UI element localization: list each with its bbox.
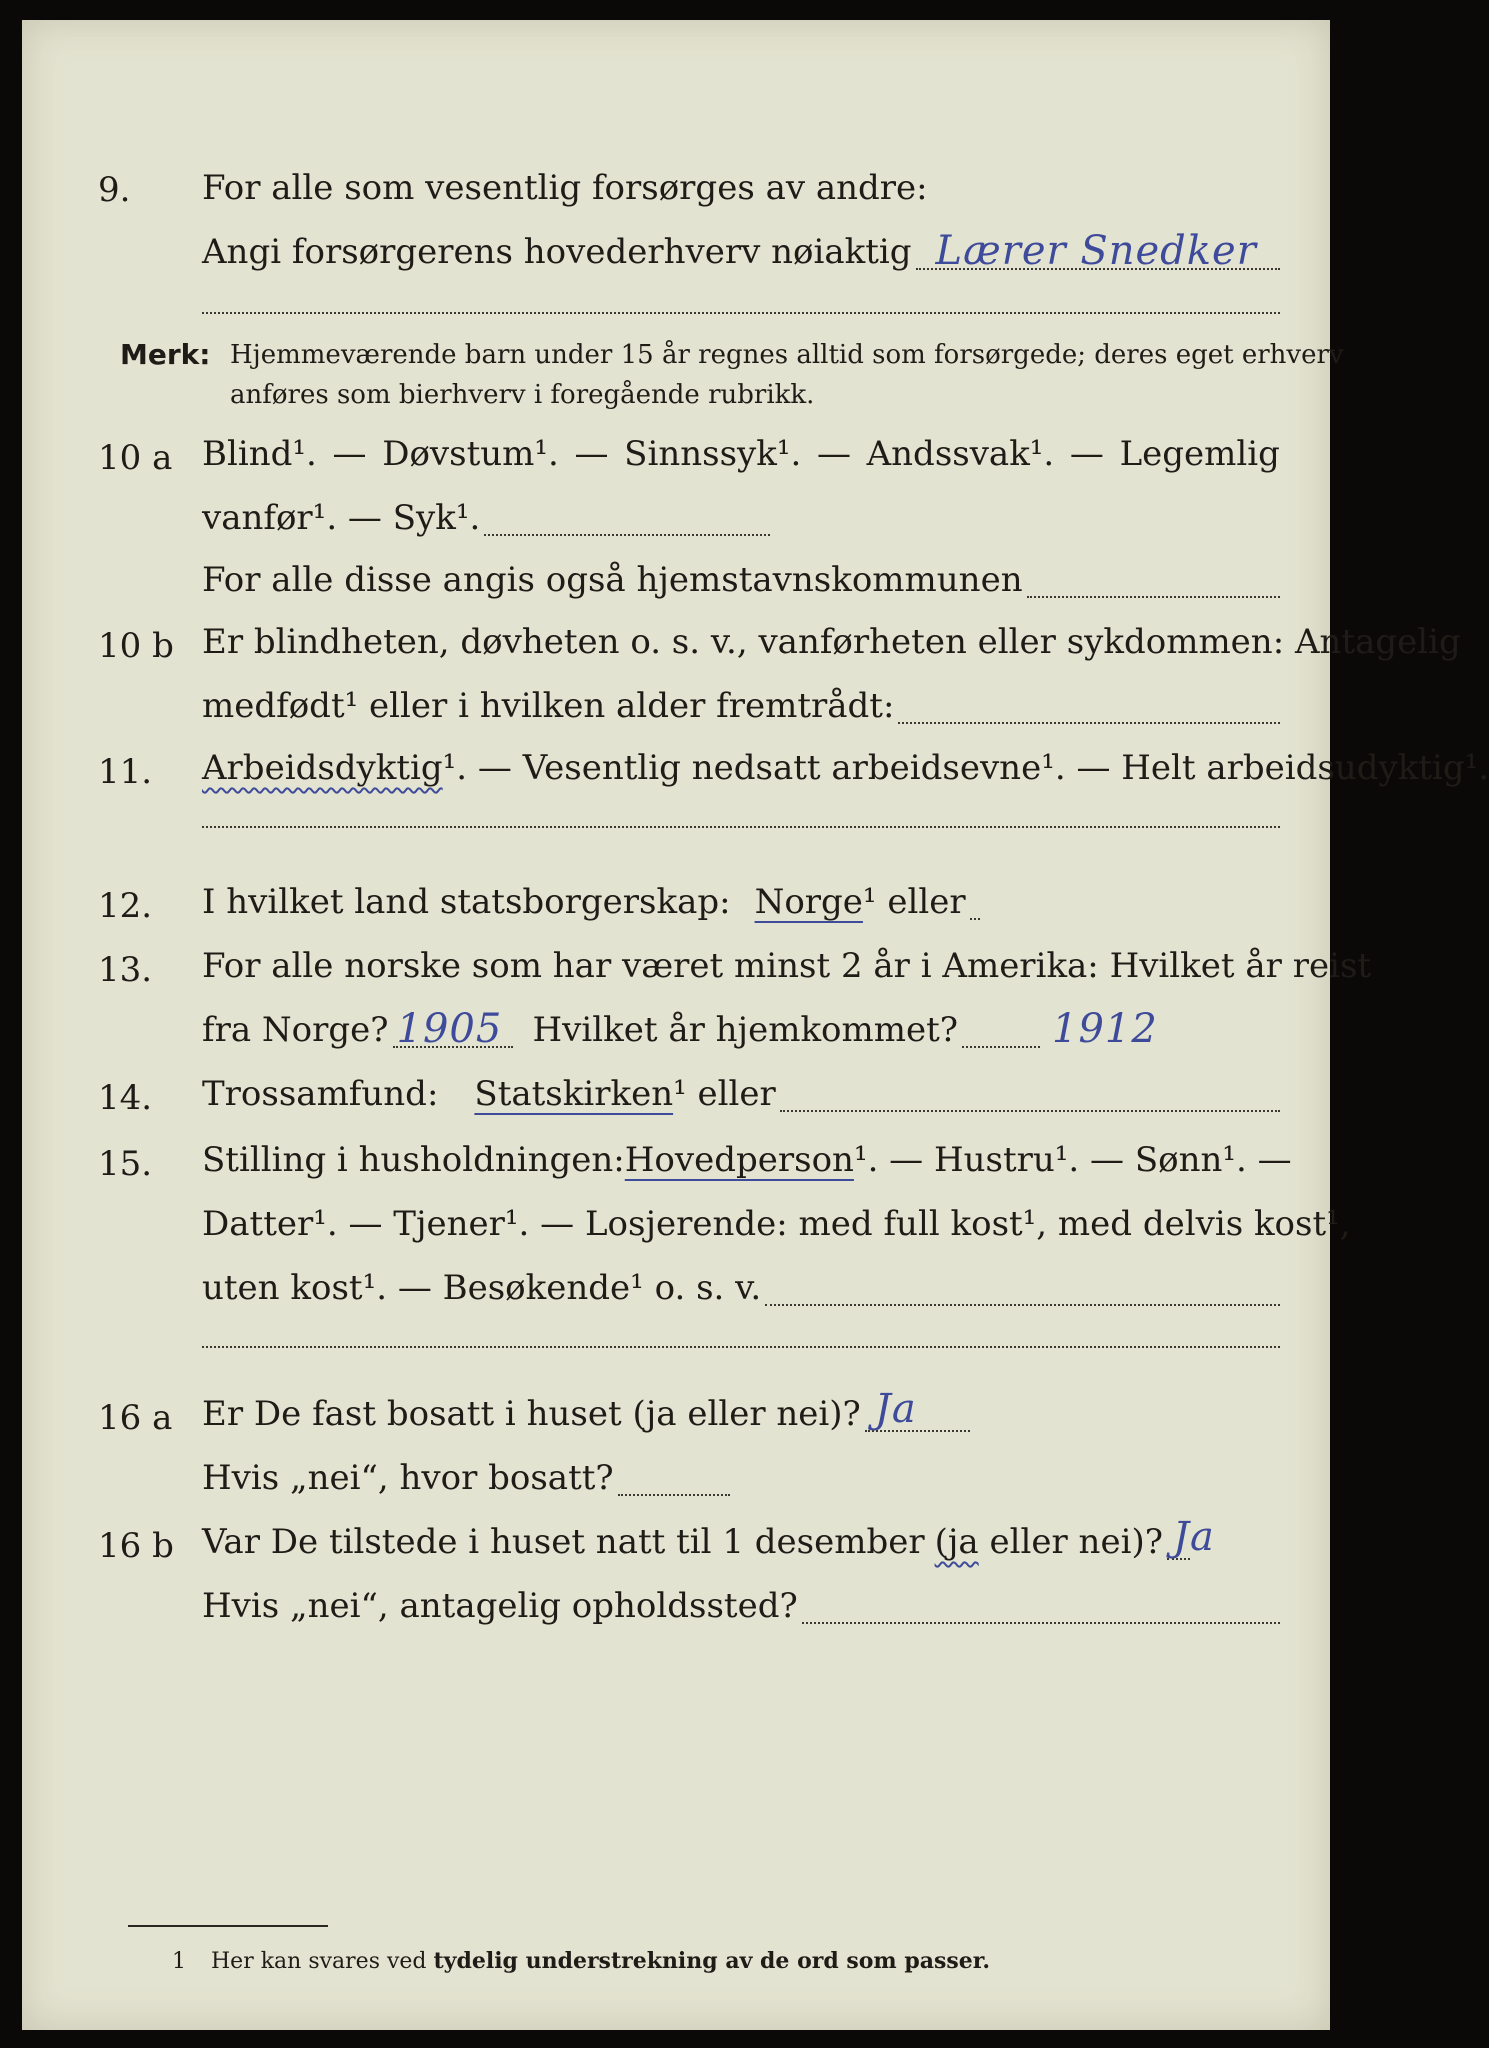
dash: — (816, 434, 851, 474)
q11-number: 11. (98, 752, 153, 792)
q16b-suffix: eller nei)? (978, 1522, 1163, 1562)
q16b-answer: Ja (1172, 1514, 1215, 1560)
q16a-bosatt-field[interactable] (618, 1493, 730, 1496)
q13-text2b: Hvilket år hjemkommet? (532, 1010, 959, 1050)
q13-answer-reist: 1905 (396, 1006, 503, 1052)
footnote-text-b: tydelig understrekning av de ord som passer. (433, 1948, 991, 1974)
q10a-number: 10 a (98, 438, 173, 478)
q12-opt-norge[interactable]: Norge (754, 882, 863, 922)
q16b-opt-ja[interactable]: (ja (934, 1522, 979, 1562)
q10a-line3 (202, 560, 1280, 608)
q12-suffix: ¹ eller (862, 882, 966, 922)
census-form-page (22, 20, 1489, 2030)
q14-answer-field[interactable] (780, 1109, 1280, 1112)
q15-text3: uten kost¹. — Besøkende¹ o. s. v. (202, 1268, 762, 1308)
q15-text1: Stilling i husholdningen: (202, 1140, 625, 1180)
q15-number: 15. (98, 1144, 153, 1184)
q10a-hjemstavn-field[interactable] (1027, 595, 1280, 598)
dash: — (574, 434, 609, 474)
q13-line2 (202, 1006, 1158, 1058)
q16b-opt-wrap (935, 1522, 1163, 1562)
q9-number: 9. (98, 170, 131, 210)
q10b-line1 (202, 622, 1461, 670)
footnote-rule (128, 1925, 328, 1927)
q15-line1 (202, 1140, 1292, 1188)
q12-opt-wrap (755, 882, 966, 922)
q9-line1 (202, 168, 928, 216)
q13-line1 (202, 946, 1372, 994)
q16a-line2 (202, 1458, 730, 1506)
merk-line2: anføres som bierhverv i foregående rubrikk. (230, 380, 815, 410)
q10a-opt-sinnssyk: Sinnssyk¹. (624, 434, 802, 474)
q14-number: 14. (98, 1078, 153, 1118)
q15-opt-wrap (625, 1140, 1292, 1180)
q16b-text2: Hvis „nei“, antagelig opholdssted? (202, 1586, 798, 1626)
q11-extra-line (202, 826, 1280, 828)
q9-line2 (202, 228, 1280, 280)
q14-line (202, 1074, 1280, 1122)
q12-number: 12. (98, 886, 153, 926)
q14-opt-statskirken[interactable]: Statskirken (474, 1074, 674, 1114)
q16a-text1: Er De fast bosatt i huset (ja eller nei)? (202, 1394, 861, 1434)
q10a-line2 (202, 498, 770, 546)
q16b-answer-field[interactable] (1167, 1514, 1215, 1560)
q10a-syk-field[interactable] (484, 533, 770, 536)
q11-rest: ¹. — Vesentlig nedsatt arbeidsevne¹. — Helt arbeidsudyktig¹. (442, 748, 1489, 788)
q16b-opholdssted-field[interactable] (802, 1621, 1280, 1624)
q16a-text2: Hvis „nei“, hvor bosatt? (202, 1458, 614, 1498)
q10b-number: 10 b (98, 626, 174, 666)
q12-text: I hvilket land statsborgerskap: (202, 882, 731, 922)
q15-answer-field[interactable] (765, 1303, 1280, 1306)
q16a-answer-field[interactable] (865, 1386, 970, 1432)
q9-answer: Lærer Snedker (935, 228, 1257, 274)
dash: — (1069, 434, 1104, 474)
q16a-answer: Ja (874, 1386, 917, 1432)
q10a-opt-legemlig: Legemlig (1119, 434, 1280, 474)
q14-opt-wrap (474, 1074, 775, 1114)
q10a-line1 (202, 434, 1280, 482)
q10a-opt-blind: Blind¹. (202, 434, 317, 474)
q13-number: 13. (98, 950, 153, 990)
q13-reist-field[interactable] (393, 1006, 513, 1052)
q10b-line2 (202, 686, 1280, 734)
footnote-text-a: Her kan svares ved (211, 1949, 434, 1974)
q15-opt-hovedperson[interactable]: Hovedperson (624, 1140, 854, 1180)
q13-answer-hjem: 1912 (1052, 1006, 1158, 1052)
q14-text: Trossamfund: (202, 1074, 439, 1114)
q9-extra-line (202, 312, 1280, 314)
q15-rest1: ¹. — Hustru¹. — Sønn¹. — (853, 1140, 1292, 1180)
footnote (172, 1948, 990, 1974)
q16b-line1 (202, 1514, 1215, 1570)
q12-line (202, 882, 966, 930)
q13-text1: For alle norske som har været minst 2 år i Amerika: Hvilket år reist (202, 946, 1372, 986)
merk-line1: Hjemmeværende barn under 15 år regnes alltid som forsørgede; deres eget erhverv (230, 340, 1344, 370)
q13-hjem-field[interactable] (962, 1006, 1158, 1052)
q15-text2: Datter¹. — Tjener¹. — Losjerende: med full kost¹, med delvis kost¹, (202, 1204, 1351, 1244)
q13-text2a: fra Norge? (202, 1010, 389, 1050)
q15-line2 (202, 1204, 1351, 1252)
q10b-text1: Er blindheten, døvheten o. s. v., vanførheten eller sykdommen: Antagelig (202, 622, 1461, 662)
q10a-text3: For alle disse angis også hjemstavnskommunen (202, 560, 1023, 600)
q12-answer-field[interactable] (970, 917, 980, 920)
q9-answer-field[interactable] (916, 228, 1280, 274)
q15-line3 (202, 1268, 1280, 1316)
q11-opt-arbeidsdyktig[interactable]: Arbeidsdyktig (202, 748, 443, 788)
q10b-answer-field[interactable] (898, 721, 1280, 724)
q16b-text1: Var De tilstede i huset natt til 1 desember (202, 1522, 925, 1562)
q10a-opt-andssvak: Andssvak¹. (866, 434, 1055, 474)
q9-text1: For alle som vesentlig forsørges av andre: (202, 168, 928, 208)
dash: — (332, 434, 367, 474)
q16a-line1 (202, 1386, 970, 1442)
q10a-opt-dovstum: Døvstum¹. (382, 434, 559, 474)
q15-extra-line (202, 1346, 1280, 1348)
q10a-text2: vanfør¹. — Syk¹. (202, 498, 481, 538)
q11-line1 (202, 748, 1489, 796)
q14-suffix: ¹ eller (673, 1074, 776, 1114)
q16b-line2 (202, 1586, 1280, 1634)
q9-text2: Angi forsørgerens hovederhverv nøiaktig (202, 232, 912, 272)
q10b-text2: medfødt¹ eller i hvilken alder fremtrådt: (202, 686, 895, 726)
merk-label: Merk: (120, 338, 211, 371)
q16b-number: 16 b (98, 1526, 174, 1566)
footnote-mark: 1 (172, 1949, 186, 1974)
q16a-number: 16 a (98, 1398, 173, 1438)
